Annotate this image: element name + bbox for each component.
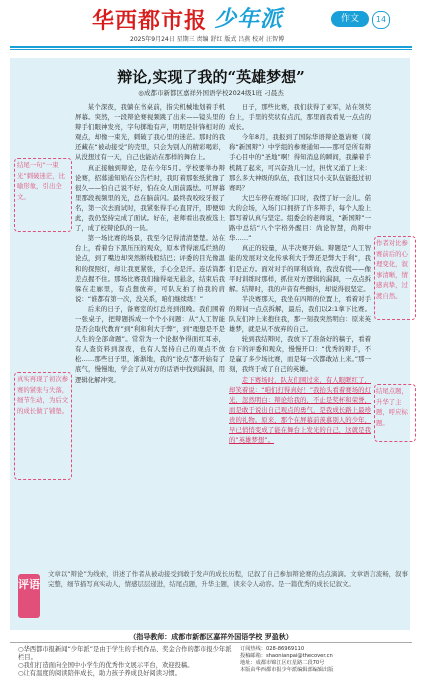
article-column-right [229,102,371,445]
footer-info-right [240,646,410,674]
masthead [0,0,422,56]
footer-line: ○华西都市报新闻“少年派”是由于学生的手机作品、奖金合作的都市报少年派栏目。 [18,646,232,661]
footer-line: ○我们打造面向全国中小学生的优秀作文展示平台，欢迎投稿。 [18,662,194,669]
evaluation-text: 文章以“辩论”为线索，讲述了作者从被动接受到敢于发声的成长历程，记叙了自己参加辩论赛的点点滴滴。文章语言流畅，叙事完整，细节描写真实动人，情感层层递进，结尾点题，升华主题，读来令人动容。是一篇优秀的成长记叙文。 [48,570,408,589]
masthead-rule-thin [10,49,412,50]
margin-note: 结尾一句“一束光”刺破迷茫，比喻形象，引出全文。 [17,161,66,201]
paragraph: 轮到我结辩时，我放下了准备好的稿子，看着台下的评委和观众，慢慢开口：“优秀的辩手，不是赢了多少场比赛，而是每一次都敢站上来。”那一刻，我终于成了自己的英雄。 [229,335,371,374]
paragraph: 第一场比赛的场景，我至今记得清清楚楚。站在台上，看着台下黑压压的观众，原本背得滚瓜烂熟的论点，到了嘴边却突然断线般结巴；评委的目光像温和的探照灯，却让我更紧张，手心全是汗。连话筒都差点握不住。那场比赛我们输得毫无悬念，结束后我躲在走廊里，有点想放弃，可队友拍了拍我的肩说：“谁都有第一次，没关系，咱们继续练！” [75,234,225,303]
masthead-rule [10,46,412,48]
highlighted-paragraph: 走下赛场时，队友们围过来，有人眼眶红了，却笑着说：“咱们打得真好！”我抬头看着赛场的灯光，忽然明白：辩论给我的，不止是奖杯和荣誉，而是敢于说出自己观点的勇气，是我成长路上最珍贵的礼物。原来，那个在屏幕前羡慕别人的少年，早已悄悄变成了能在舞台上发光的自己，这就是我的“英雄梦想”。 [229,375,371,445]
paragraph: 真正接触到辩论，是在今年5月。学校要举办辩论赛，招募通知贴在公告栏时，我盯着那张纸犹豫了很久——怕自己说不好，怕在众人面前露怯。可屏幕里那段视频里的光，总在脑前闪。最终我咬咬牙报了名，第一次去面试时，我紧张得手心直冒汗，即便如此，我仍坚持完成了面试。好在，老师看出我被选上了，成了校辩论队的一员。 [75,163,225,233]
footer-line: 订阅热线：028-86969110 [240,646,305,652]
margin-note: 作者对比参赛前后的心理变化，叙事清晰，情感真挚，过渡自然。 [376,239,408,300]
paragraph: 今年8月，我报到了国际华语辩论邀请赛（简称“新国辩”）中学组的参赛通知——那可是所有辩手心目中的“圣地”啊！得知消息的瞬间，我攥着手机跳了起来，可兴奋劲儿一过，担忧又涌了上来：那么多大神级的队伍，我们这只小支队伍能挺过初赛吗？ [229,133,371,192]
paragraph: 大巴车停在赛场门口时，我愣了好一会儿。偌大的会场，入场门口拥挤了许多辩手，每个人脸上都写着认真与坚定。组委会的老师说，“新国辩”一路中总结“八个字格外醒目：尚论智慧，尚辩中华……” [229,193,371,243]
channel-title: 少年派 [214,7,284,32]
teacher-credit: （指导教师：成都市新都区嘉祥外国语学校 罗盈秋） [129,633,293,641]
paragraph: 后来的日子，备赛室的灯总亮到很晚。我们围着一张桌子，把辩题拆成一个个小问题：从“人工智能是否会取代教育”到“利和利大于弊”，到“理想是不是人生的全部命题”。常常为一个论据争得面红耳赤，有人查资料到深夜，也有人坚持自己的观点不放松……那些日子里，渐渐地，我的“论点”都开始有了底气，慢慢地，学会了从对方的话语中找到漏洞，用逻辑化解冲突。 [75,304,225,384]
newspaper-brand: 华西都市报 [92,8,208,34]
margin-note: 真实再现了初次参赛的紧张与失落，细节生动，为后文的成长做了铺垫。 [17,375,69,415]
footer-info-left [18,646,234,678]
footer-line: 地址：成都市锦江区红星路二段70号 [240,659,325,666]
article-column-left [75,102,225,385]
section-badge: 作文 [331,11,369,27]
evaluation-icon: 评语 [18,574,40,618]
paragraph: 某个深夜，我躺在书桌前，指尖机械地划着手机屏幕。突然，一段辩论赛视频跳了出来——镜头里的辩手们眼神发亮，字句掷地有声，明明是针锋相对的观点，却像一束光，刺破了我心里的迷茫。那时的我还藏在“被动接受”的壳里，只会为别人的精彩喝彩，从没想过有一天，自己也能站在那样的舞台上。 [75,103,225,162]
footer-line: 本版由华西都市报少年派编辑部编辑出版 [240,666,334,673]
article-byline: ◎成都市新都区嘉祥外国语学校2024级1班 刁晨杰 [138,89,284,97]
page-number: 14 [372,11,390,29]
paragraph: 半决赛那天，我坐在四辩的位置上，看着对手的辩词一点点拆解，最后，我们以2:1拿下比赛。队友们冲上来抱住我，那一刻我突然明白：原来英雄梦，就是从不放弃的自己。 [229,294,371,334]
dateline: 2025年9月24日 星期三 责编 舒红 版式 吕燕 校对 汪智博 [130,36,285,43]
paragraph: 日子，那些比赛，我们获得了亚军，站在领奖台上，手里的奖状有点沉，那里面我看见一点点的成长。 [229,103,371,132]
footer-line: ○让有温度的阅读陪伴成长，助力孩子养成良好阅读习惯。 [18,670,181,677]
footer-line: 投稿邮箱：shaonianpai@thecover.cn [240,652,333,659]
margin-note: 结尾点题，升华了主题，呼应标题。 [376,387,408,427]
paragraph: 真正的较量，从半决赛开始。辩题是“人工智能的发展对文化传承利大于弊还是弊大于利”，我们是正方。面对对手的犀利质询，我没有慌——像平时训练时那样，抓住对方逻辑的漏洞，一点点拆解。结辩时，我的声音有些颤抖，却说得很坚定。 [229,244,371,293]
article-headline: 辩论,实现了我的“英雄梦想” [117,68,305,86]
